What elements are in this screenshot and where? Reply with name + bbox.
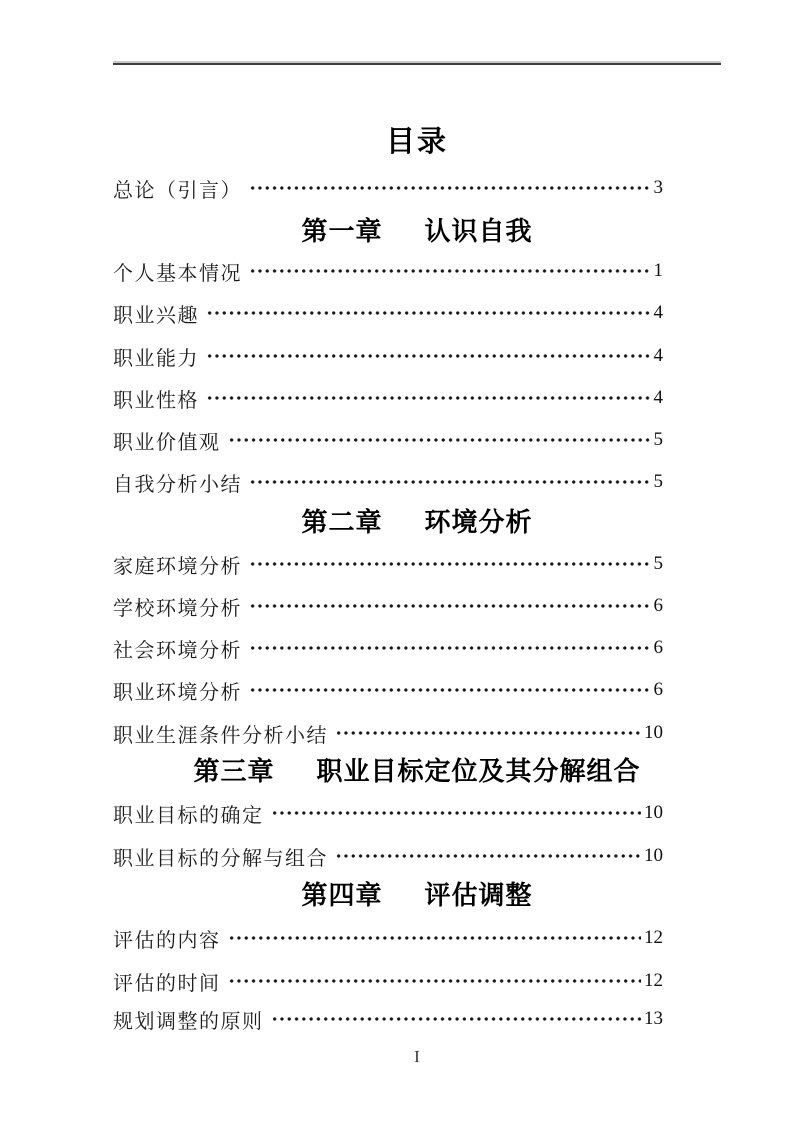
toc-entry[interactable] — [113, 461, 663, 503]
chapter-name: 认识自我 — [424, 215, 533, 246]
toc-entry-page: 5 — [653, 553, 663, 574]
dot-leader — [249, 250, 651, 292]
toc-entry-label: 家庭环境分析 — [113, 555, 242, 578]
toc-entry-label: 职业性格 — [113, 389, 199, 412]
toc-entry-label: 评估的内容 — [113, 929, 221, 952]
chapter-number: 第三章 — [193, 755, 275, 786]
toc-entry-label: 职业目标的分解与组合 — [113, 847, 328, 870]
dot-leader — [249, 167, 651, 209]
dot-leader — [249, 627, 651, 669]
dot-leader — [249, 543, 651, 585]
toc-entry[interactable] — [113, 627, 663, 669]
dot-leader — [228, 419, 651, 461]
toc-entry-label: 学校环境分析 — [113, 597, 242, 620]
chapter-heading-2 — [113, 498, 721, 542]
toc-entry-label: 社会环境分析 — [113, 639, 242, 662]
toc-entry-label: 职业生涯条件分析小结 — [113, 724, 328, 747]
toc-entry[interactable] — [113, 998, 663, 1040]
dot-leader — [206, 335, 651, 377]
dot-leader — [249, 585, 651, 627]
dot-leader — [271, 792, 642, 834]
toc-entry[interactable] — [113, 585, 663, 627]
toc-entry-page: 10 — [644, 845, 663, 866]
dot-leader — [206, 292, 651, 334]
dot-leader — [249, 461, 651, 503]
toc-entry-label: 总论（引言） — [113, 179, 242, 202]
toc-entry-label: 评估的时间 — [113, 972, 221, 995]
toc-entry[interactable] — [113, 543, 663, 585]
toc-entry-page: 5 — [653, 429, 663, 450]
toc-entry-page: 4 — [653, 345, 663, 366]
toc-entry[interactable] — [113, 917, 663, 959]
dot-leader — [228, 960, 642, 1002]
toc-entry-page: 4 — [653, 302, 663, 323]
toc-entry-page: 12 — [644, 927, 663, 948]
dot-leader — [228, 917, 642, 959]
toc-entry-label: 职业环境分析 — [113, 681, 242, 704]
dot-leader — [206, 377, 651, 419]
toc-content — [113, 0, 721, 1122]
toc-entry-preamble[interactable] — [113, 167, 663, 209]
page-number-footer: I — [414, 1047, 420, 1066]
chapter-name: 评估调整 — [424, 879, 533, 910]
toc-entry[interactable] — [113, 250, 663, 292]
toc-entry-page: 3 — [653, 177, 663, 198]
toc-entry-page: 10 — [644, 802, 663, 823]
toc-entry[interactable] — [113, 792, 663, 834]
toc-entry-label: 规划调整的原则 — [113, 1010, 264, 1033]
toc-entry[interactable] — [113, 960, 663, 1002]
chapter-name: 职业目标定位及其分解组合 — [316, 755, 641, 786]
toc-entry[interactable] — [113, 377, 663, 419]
toc-title: 目录 — [385, 126, 448, 158]
dot-leader — [271, 998, 642, 1040]
toc-entry-label: 自我分析小结 — [113, 473, 242, 496]
chapter-heading-3 — [113, 747, 721, 791]
chapter-number: 第四章 — [301, 879, 383, 910]
toc-entry-page: 13 — [644, 1008, 663, 1029]
chapter-number: 第一章 — [301, 215, 383, 246]
toc-entry-page: 10 — [644, 722, 663, 743]
toc-entry-label: 个人基本情况 — [113, 262, 242, 285]
toc-entry-page: 6 — [653, 595, 663, 616]
chapter-heading-4 — [113, 871, 721, 915]
dot-leader — [249, 669, 651, 711]
toc-entry[interactable] — [113, 335, 663, 377]
toc-entry-page: 5 — [653, 471, 663, 492]
toc-entry[interactable] — [113, 669, 663, 711]
toc-entry-page: 6 — [653, 679, 663, 700]
toc-entry-page: 1 — [653, 260, 663, 281]
toc-entry-page: 6 — [653, 637, 663, 658]
chapter-heading-1 — [113, 207, 721, 251]
toc-entry-label: 职业价值观 — [113, 431, 221, 454]
toc-entry-page: 12 — [644, 970, 663, 991]
toc-entry-label: 职业能力 — [113, 347, 199, 370]
toc-entry[interactable] — [113, 419, 663, 461]
toc-entry[interactable] — [113, 292, 663, 334]
toc-entry-label: 职业目标的确定 — [113, 804, 264, 827]
chapter-number: 第二章 — [301, 506, 383, 537]
chapter-name: 环境分析 — [424, 506, 533, 537]
toc-entry-label: 职业兴趣 — [113, 304, 199, 327]
toc-entry-page: 4 — [653, 387, 663, 408]
